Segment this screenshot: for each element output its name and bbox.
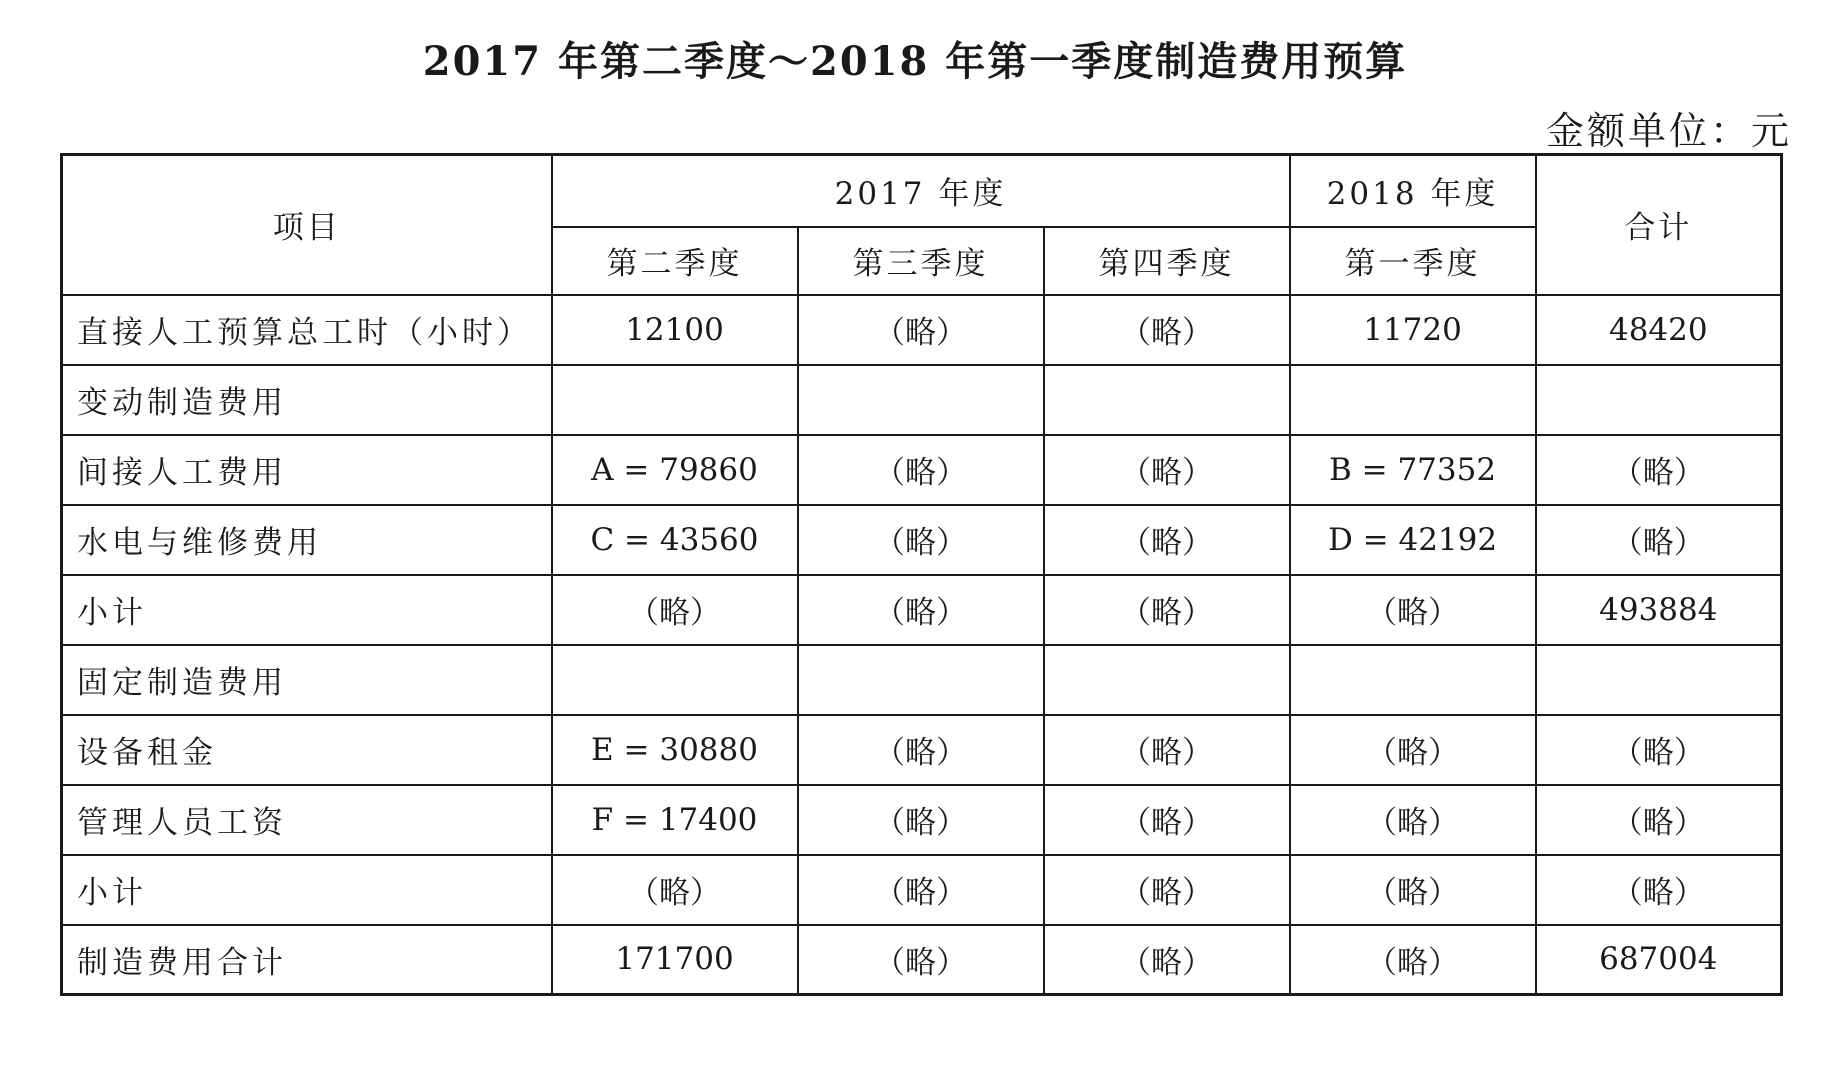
table-cell: （略） xyxy=(798,925,1044,995)
document-title: 2017 年第二季度～2018 年第一季度制造费用预算 xyxy=(422,38,1408,85)
table-cell: （略） xyxy=(1536,505,1782,575)
table-cell xyxy=(552,645,798,715)
table-cell: 687004 xyxy=(1536,925,1782,995)
table-cell: （略） xyxy=(1044,295,1290,365)
header-quarter: 第三季度 xyxy=(798,227,1044,295)
table-cell: （略） xyxy=(798,575,1044,645)
row-label: 直接人工预算总工时（小时） xyxy=(62,295,552,365)
table-cell xyxy=(798,365,1044,435)
table-cell: （略） xyxy=(1290,715,1536,785)
table-row xyxy=(62,365,1782,435)
table-cell: 12100 xyxy=(552,295,798,365)
table-row xyxy=(62,925,1782,995)
table-cell xyxy=(1536,365,1782,435)
table-cell xyxy=(1290,645,1536,715)
table-cell: （略） xyxy=(798,785,1044,855)
row-label: 制造费用合计 xyxy=(62,925,552,995)
table-cell: （略） xyxy=(1536,785,1782,855)
table-cell: （略） xyxy=(1044,925,1290,995)
table-cell: （略） xyxy=(798,295,1044,365)
table-row xyxy=(62,645,1782,715)
table-cell: C = 43560 xyxy=(552,505,798,575)
table-cell: （略） xyxy=(1044,575,1290,645)
table-cell: （略） xyxy=(798,855,1044,925)
header-year-2017: 2017 年度 xyxy=(552,155,1290,227)
row-label: 固定制造费用 xyxy=(62,645,552,715)
table-cell: （略） xyxy=(798,435,1044,505)
table-cell xyxy=(552,365,798,435)
table-cell: （略） xyxy=(1290,925,1536,995)
table-cell: （略） xyxy=(1536,715,1782,785)
table-cell xyxy=(1536,645,1782,715)
table-row xyxy=(62,295,1782,365)
table-cell: F = 17400 xyxy=(552,785,798,855)
table-cell: （略） xyxy=(1536,435,1782,505)
header-quarter: 第二季度 xyxy=(552,227,798,295)
table-cell: D = 42192 xyxy=(1290,505,1536,575)
table-cell: 48420 xyxy=(1536,295,1782,365)
row-label: 间接人工费用 xyxy=(62,435,552,505)
table-cell: （略） xyxy=(552,575,798,645)
header-total: 合计 xyxy=(1536,155,1782,295)
table-cell: （略） xyxy=(1044,435,1290,505)
table-cell: （略） xyxy=(798,715,1044,785)
table-cell xyxy=(1044,645,1290,715)
table-cell: （略） xyxy=(798,505,1044,575)
header-row-years xyxy=(62,155,1782,227)
table-cell xyxy=(1290,365,1536,435)
row-label: 小计 xyxy=(62,855,552,925)
table-cell: 171700 xyxy=(552,925,798,995)
amount-unit-label: 金额单位：元 xyxy=(1545,109,1792,153)
table-cell: （略） xyxy=(1044,855,1290,925)
table-row xyxy=(62,435,1782,505)
header-item: 项目 xyxy=(62,155,552,295)
table-cell xyxy=(1044,365,1290,435)
table-cell: （略） xyxy=(1290,575,1536,645)
table-cell: 493884 xyxy=(1536,575,1782,645)
table-cell: （略） xyxy=(552,855,798,925)
header-year-2018: 2018 年度 xyxy=(1290,155,1536,227)
row-label: 变动制造费用 xyxy=(62,365,552,435)
header-quarter: 第一季度 xyxy=(1290,227,1536,295)
row-label: 设备租金 xyxy=(62,715,552,785)
table-cell: （略） xyxy=(1290,855,1536,925)
table-cell: （略） xyxy=(1290,785,1536,855)
table-cell: （略） xyxy=(1044,785,1290,855)
overhead-budget-table xyxy=(60,153,1783,996)
table-row xyxy=(62,505,1782,575)
table-cell: 11720 xyxy=(1290,295,1536,365)
table-row xyxy=(62,855,1782,925)
table-cell: B = 77352 xyxy=(1290,435,1536,505)
table-cell: A = 79860 xyxy=(552,435,798,505)
table-cell xyxy=(798,645,1044,715)
row-label: 小计 xyxy=(62,575,552,645)
row-label: 水电与维修费用 xyxy=(62,505,552,575)
table-row xyxy=(62,575,1782,645)
table-cell: （略） xyxy=(1044,505,1290,575)
table-cell: （略） xyxy=(1044,715,1290,785)
table-row xyxy=(62,715,1782,785)
table-row xyxy=(62,785,1782,855)
table-cell: （略） xyxy=(1536,855,1782,925)
row-label: 管理人员工资 xyxy=(62,785,552,855)
table-cell: E = 30880 xyxy=(552,715,798,785)
header-quarter: 第四季度 xyxy=(1044,227,1290,295)
